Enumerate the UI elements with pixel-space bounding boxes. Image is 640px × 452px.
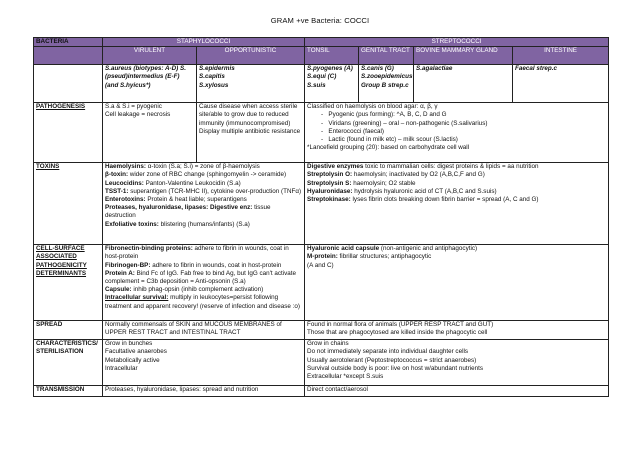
pathogenesis-opportunistic: Cause disease when access sterile site/able to grow due to reduced immunity (immunocompromised) Display multiple antibiotic resistance <box>197 103 305 163</box>
transmission-row <box>34 386 609 397</box>
opportunistic-species: S.epidermis S.capitis S.xylosus <box>197 65 305 103</box>
characteristics-strep: Grow in chains Do not immediately separate into individual daughter cells Usually aerotolerant (Peptostreptococcus = strict anaerobes) Survival outside body is poor: live on host w/abundant nutrients Extracellular *except S.suis <box>305 340 609 386</box>
genital-header: GENITAL TRACT <box>359 47 414 65</box>
header-row-group <box>34 38 609 47</box>
spread-staph: Normally commensals of SKIN and MUCOUS MEMBRANES of UPPER REST TRACT and INTESTINAL TRACT <box>103 321 305 340</box>
characteristics-row <box>34 340 609 386</box>
cellsurface-staph: Fibronectin-binding proteins: adhere to fibrin in wounds, coat in host-protein Fibrinogen-BP: adhere to fibrin in wounds, coat in host-protein Protein A: Bind Fc of IgG. Fab free to bind Ag, but IgG can't activate complement = C3b deposition = Anti-opsonin (S.a) Capsule: inhib phag-opsin (inhib complement activation) Intracellular survival: multiply in leukocytes=persist following treatment and apparent recovery! (reserve of infection and disease :o) <box>103 245 305 321</box>
intestine-header: INTESTINE <box>513 47 609 65</box>
characteristics-staph: Grow in bunches Facultative anaerobes Metabolically active Intracellular <box>103 340 305 386</box>
tonsil-header: TONSIL <box>305 47 359 65</box>
cellsurface-label: CELL-SURFACE ASSOCIATED PATHOGENICITY DETERMINANTS <box>34 245 103 321</box>
pathogenesis-strep: Classified on haemolysis on blood agar: α, β, γ - Pyogenic (pus forming): ^A, B, C, D and G - Viridans (greening) – oral – non-pathogenic (S.salivarius) - Enterococci (faecal) - Lactic (found in milk etc) – milk scour (S.lactis) *Lancefield grouping (20): based on carbohydrate cell wall <box>305 103 609 163</box>
pathogenesis-virulent: S.a & S.i = pyogenic Cell leakage = necrosis <box>103 103 197 163</box>
toxins-staph: Haemolysins: α-toxin (S.a; S.i) = zone of β-haemolysis β-toxin: wider zone of RBC change (sphingomyelin -> ceramide) Leucocidins: Panton-Valentine Leukocidin (S.a) TSST-1: superantigen (TCR-MHC II), cytokine over-production (TNFα) Enterotoxins: Protein & heat liable; superantigens Proteases, hyaluronidase, lipases: Digestive enz: tissue destruction Exfoliative toxins: blistering (humans/infants) (S.a) <box>103 163 305 245</box>
virulent-species: S.aureus (biotypes: A-D) S. (pseud)intermedius (E-F) (and S.hyicus*) <box>103 65 197 103</box>
toxins-strep: Digestive enzymes toxic to mammalian cells: digest proteins & lipids = aa nutrition Streptolysin O: haemolysin; inactivated by O2 (A,B,C,F and G) Streptolysin S: haemolysin; O2 stable Hyaluronidase: hydrolysis hyaluronic acid of CT (A,B,C and S.suis) Streptokinase: lyses fibrin clots breaking down fibrin barrier = spread (A, C and G) <box>305 163 609 245</box>
header-row-sub <box>34 47 609 65</box>
characteristics-label: CHARACTERISTICS/ STERILISATION <box>34 340 103 386</box>
staph-header: STAPHYLOCOCCI <box>103 38 305 47</box>
bovine-species: S.agalactiae <box>414 65 513 103</box>
bacteria-header: BACTERIA <box>34 38 103 47</box>
pathogenesis-label: PATHOGENESIS <box>34 103 103 163</box>
species-row <box>34 65 609 103</box>
strep-item-pyogenic: - Pyogenic (pus forming): ^A, B, C, D and G <box>321 111 447 119</box>
transmission-strep: Direct contact/aerosol <box>305 386 609 397</box>
transmission-label: TRANSMISSION <box>34 386 103 397</box>
bovine-header: BOVINE MAMMARY GLAND <box>414 47 513 65</box>
blank-header <box>34 47 103 65</box>
toxins-label: TOXINS <box>34 163 103 245</box>
strep-header: STREPTOCOCCI <box>305 38 609 47</box>
genital-species: S.canis (G) S.zooepidemicus Group B strep.c <box>359 65 414 103</box>
tonsil-species: S.pyogenes (A) S.equi (C) S.suis <box>305 65 359 103</box>
intestine-species: Faecal strep.c <box>513 65 609 103</box>
toxins-row <box>34 163 609 245</box>
page-title: GRAM +ve Bacteria: COCCI <box>270 16 370 25</box>
bacteria-table <box>33 37 609 397</box>
transmission-staph: Proteases, hyaluronidase, lipases: spread and nutrition <box>103 386 305 397</box>
virulent-header: VIRULENT <box>103 47 197 65</box>
strep-item-viridans: - Viridans (greening) – oral – non-pathogenic (S.salivarius) <box>321 119 488 127</box>
spread-row <box>34 321 609 340</box>
strep-item-lactic: - Lactic (found in milk etc) – milk scour (S.lactis) <box>321 136 458 144</box>
strep-item-enterococci: - Enterococci (faecal) <box>321 127 385 135</box>
pathogenesis-row <box>34 103 609 163</box>
cellsurface-row <box>34 245 609 321</box>
spread-label: SPREAD <box>34 321 103 340</box>
spread-strep: Found in normal flora of animals (UPPER RESP TRACT and GUT) Those that are phagocytosed are killed inside the phagocytic cell <box>305 321 609 340</box>
species-label <box>34 65 103 103</box>
opportunistic-header: OPPORTUNISTIC <box>197 47 305 65</box>
cellsurface-strep: Hyaluronic acid capsule (non-antigenic and antiphagocytic) M-protein: fibrillar structures; antiphagocytic (A and C) <box>305 245 609 321</box>
